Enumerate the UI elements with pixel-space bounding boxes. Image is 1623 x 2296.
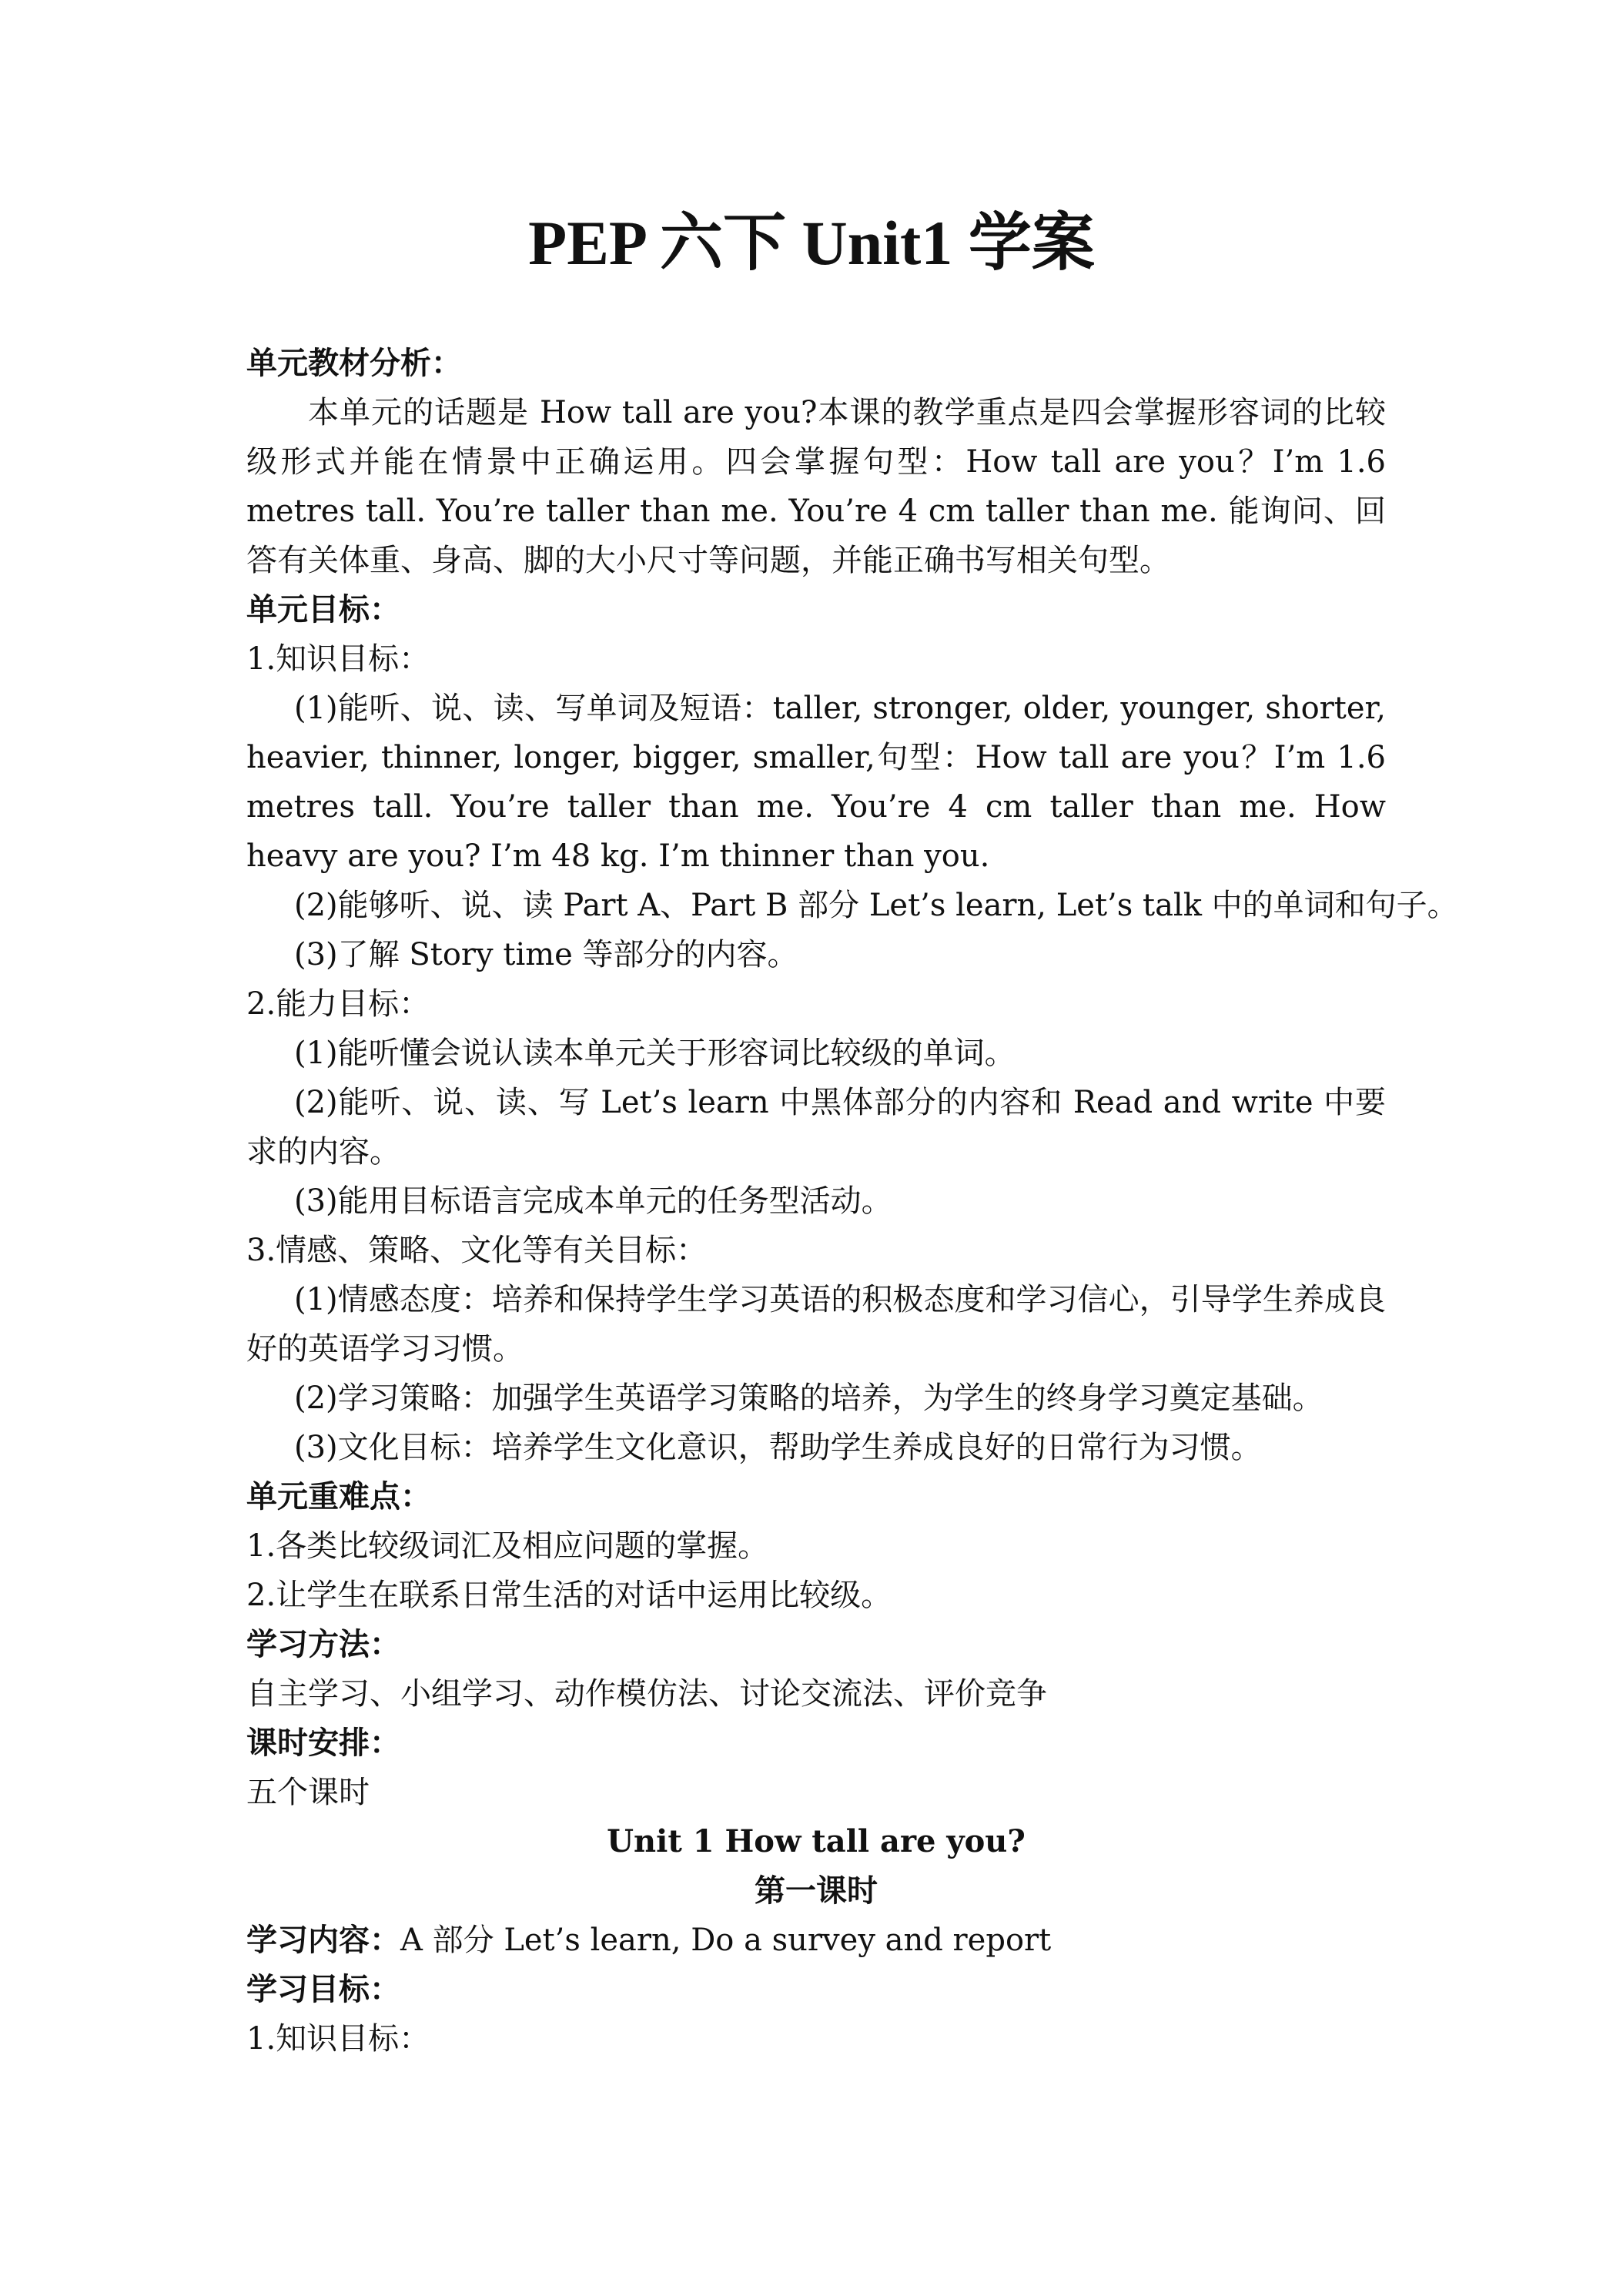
section-heading-methods: 学习方法： <box>246 1626 400 1662</box>
ability-goal-item: (2)能听、说、读、写 Let’s learn 中黑体部分的内容和 Read and write 中要求的内容。 <box>246 1085 1386 1170</box>
knowledge-goal-item: (2)能够听、说、读 Part A、Part B 部分 Let’s learn, Let’s talk 中的单词和句子。 <box>294 888 1458 923</box>
lesson-content-label: 学习内容： <box>246 1922 400 1958</box>
document-body <box>246 339 1458 2063</box>
ability-goal-item: (3)能用目标语言完成本单元的任务型活动。 <box>294 1183 892 1219</box>
emotion-goals-label: 3.情感、策略、文化等有关目标： <box>246 1233 708 1268</box>
analysis-paragraph: 本单元的话题是 How tall are you?本课的教学重点是四会掌握形容词的比较级形式并能在情景中正确运用。四会掌握句型：How tall are you？I’m 1.6 metres tall. You’re taller than me. You’re 4 cm taller than me. 能询问、回答有关体重、身高、脚的大小尺寸等问题，并能正确书写相关句型。 <box>246 395 1386 578</box>
knowledge-goal-item: (1)能听、说、读、写单词及短语：taller, stronger, older, younger, shorter, heavier, thinner, longer, bigger, smaller,句型：How tall are you？I’m 1.6 metres tall. You’re taller than me. You’re 4 cm taller than me. How heavy are you? I’m 48 kg. I’m thinner than you. <box>246 691 1386 874</box>
section-heading-schedule: 课时安排： <box>246 1725 400 1761</box>
ability-goal-item: (1)能听懂会说认读本单元关于形容词比较级的单词。 <box>294 1036 1016 1071</box>
section-heading-keypoints: 单元重难点： <box>246 1478 431 1514</box>
section-heading-goals: 单元目标： <box>246 591 400 628</box>
section-heading-analysis: 单元教材分析： <box>246 345 462 381</box>
lesson-content-text: A 部分 Let’s learn, Do a survey and report <box>400 1923 1052 1958</box>
page-title: PEP 六下 Unit1 学案 <box>528 208 1095 278</box>
emotion-goal-item: (3)文化目标：培养学生文化意识，帮助学生养成良好的日常行为习惯。 <box>294 1430 1262 1465</box>
emotion-goal-item: (1)情感态度：培养和保持学生学习英语的积极态度和学习信心，引导学生养成良好的英语学习习惯。 <box>246 1282 1386 1367</box>
schedule-text: 五个课时 <box>246 1775 370 1810</box>
keypoint-item: 2.让学生在联系日常生活的对话中运用比较级。 <box>246 1578 892 1613</box>
knowledge-goals-label: 1.知识目标： <box>246 641 430 677</box>
keypoint-item: 1.各类比较级词汇及相应问题的掌握。 <box>246 1528 769 1564</box>
lesson-goals-heading: 学习目标： <box>246 1971 400 2007</box>
methods-text: 自主学习、小组学习、动作模仿法、讨论交流法、评价竞争 <box>246 1676 1047 1712</box>
lesson-knowledge-label: 1.知识目标： <box>246 2021 430 2057</box>
lesson-content-line <box>246 1916 1386 1965</box>
lesson-unit-title: Unit 1 How tall are you? <box>607 1823 1026 1859</box>
lesson-period: 第一课时 <box>755 1873 878 1909</box>
emotion-goal-item: (2)学习策略：加强学生英语学习策略的培养，为学生的终身学习奠定基础。 <box>294 1381 1323 1416</box>
knowledge-goal-item: (3)了解 Story time 等部分的内容。 <box>294 937 798 972</box>
ability-goals-label: 2.能力目标： <box>246 986 430 1022</box>
